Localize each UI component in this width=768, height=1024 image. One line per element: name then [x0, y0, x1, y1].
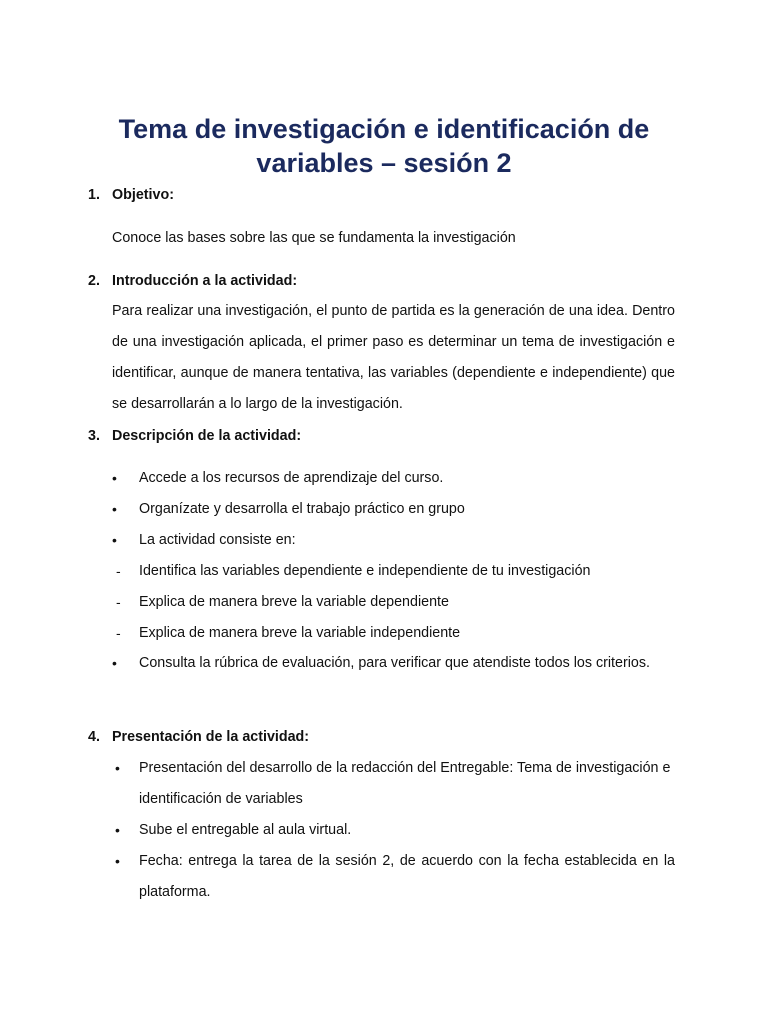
bullet-marker: • [112, 655, 117, 671]
section-1-number: 1. [88, 187, 100, 203]
list-item: La actividad consiste en: [139, 532, 296, 548]
list-item: Accede a los recursos de aprendizaje del curso. [139, 470, 444, 486]
bullet-marker: • [115, 853, 120, 869]
list-item-continuation: plataforma. [139, 884, 211, 900]
section-1-heading: Objetivo: [112, 187, 174, 203]
bullet-marker: • [115, 760, 120, 776]
list-item: Fecha: entrega la tarea de la sesión 2, de acuerdo con la fecha establecida en la [139, 853, 675, 869]
section-4-number: 4. [88, 729, 100, 745]
section-2-heading: Introducción a la actividad: [112, 273, 298, 289]
list-item: Explica de manera breve la variable independiente [139, 625, 461, 641]
bullet-marker: • [115, 822, 120, 838]
objective-text: Conoce las bases sobre las que se fundamenta la investigación [112, 230, 516, 246]
section-4-heading: Presentación de la actividad: [112, 729, 310, 745]
list-item: Consulta la rúbrica de evaluación, para verificar que atendiste todos los criterios. [139, 655, 650, 671]
list-item: Organízate y desarrolla el trabajo práctico en grupo [139, 501, 465, 517]
section-3-heading: Descripción de la actividad: [112, 428, 302, 444]
bullet-marker: • [112, 470, 117, 486]
dash-marker: - [116, 594, 121, 610]
section-2-number: 2. [88, 273, 100, 289]
dash-marker: - [116, 563, 121, 579]
bullet-marker: • [112, 501, 117, 517]
intro-paragraph-line: se desarrollarán a lo largo de la investigación. [112, 396, 403, 412]
list-item-continuation: identificación de variables [139, 791, 303, 807]
list-item: Explica de manera breve la variable dependiente [139, 594, 449, 610]
intro-paragraph-line: identificar, aunque de manera tentativa, las variables (dependiente e independiente) que [112, 365, 675, 381]
document-title [60, 112, 708, 180]
dash-marker: - [116, 625, 121, 641]
intro-paragraph-line: Para realizar una investigación, el punto de partida es la generación de una idea. Dentro [112, 303, 675, 319]
bullet-marker: • [112, 532, 117, 548]
section-3-number: 3. [88, 428, 100, 444]
list-item: Presentación del desarrollo de la redacción del Entregable: Tema de investigación e [139, 760, 671, 776]
list-item: Identifica las variables dependiente e independiente de tu investigación [139, 563, 591, 579]
list-item: Sube el entregable al aula virtual. [139, 822, 352, 838]
intro-paragraph-line: de una investigación aplicada, el primer paso es determinar un tema de investigación e [112, 334, 675, 350]
title-line-2: variables – sesión 2 [256, 148, 512, 178]
title-line-1: Tema de investigación e identificación de [118, 114, 650, 144]
